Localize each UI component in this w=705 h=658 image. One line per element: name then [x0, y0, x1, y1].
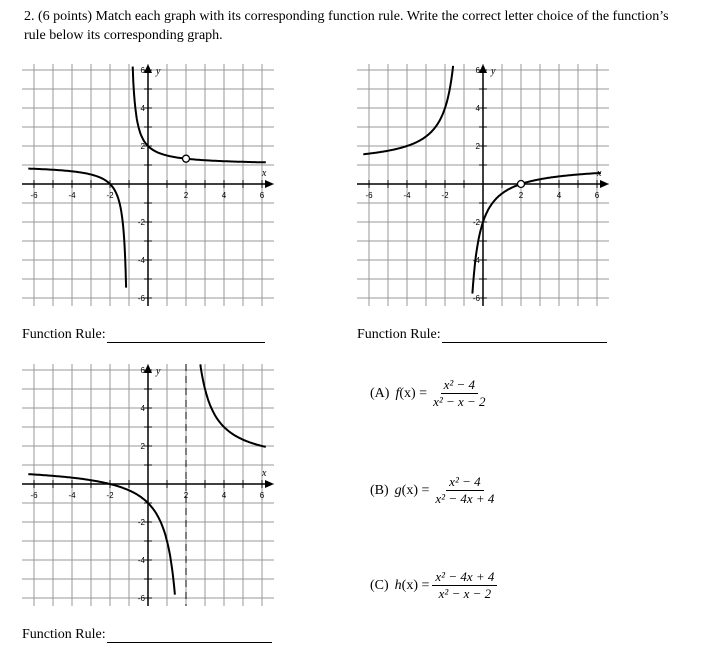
function-rule-3 [22, 627, 272, 643]
question-prompt [24, 7, 684, 45]
y-tick-label: 4 [140, 404, 145, 413]
function-arg: (x) = [401, 482, 430, 498]
x-tick-label: 4 [556, 191, 562, 200]
y-axis-label: y [156, 66, 161, 77]
function-rule-2 [357, 327, 607, 343]
open-circle-icon [183, 155, 190, 162]
curve-right-branch [133, 67, 266, 163]
x-tick-label: 4 [221, 191, 227, 200]
denominator: x² − x − 2 [438, 586, 492, 601]
x-axis-label: x [262, 468, 267, 479]
graph-3-plot [22, 364, 274, 606]
numerator: x² − 4x + 4 [432, 569, 497, 586]
choice-letter: (A) [370, 385, 390, 401]
y-tick-label: 2 [140, 442, 145, 451]
x-tick-label: 2 [518, 191, 524, 200]
x-tick-label: 6 [259, 191, 265, 200]
x-axis-arrow-icon [265, 180, 274, 188]
fraction [430, 377, 488, 410]
x-tick-label: -4 [68, 191, 76, 200]
y-tick-label: 2 [140, 142, 145, 151]
function-rule-label: Function Rule: [22, 627, 106, 642]
y-axis-label: y [491, 66, 496, 77]
graph-1 [22, 64, 274, 306]
y-tick-label: 6 [475, 66, 480, 75]
function-arg: (x) = [399, 385, 428, 401]
open-circle-icon [518, 181, 525, 188]
x-tick-label: 4 [221, 491, 227, 500]
graph-1-plot [22, 64, 274, 306]
y-tick-label: -2 [137, 518, 145, 527]
x-tick-label: -2 [106, 191, 114, 200]
answer-blank-3[interactable] [107, 628, 272, 643]
x-axis-arrow-icon [600, 180, 609, 188]
choice-a [370, 377, 489, 410]
numerator: x² − 4 [446, 474, 483, 491]
x-tick-label: 2 [183, 191, 189, 200]
y-tick-label: -4 [137, 256, 145, 265]
x-axis-arrow-icon [265, 480, 274, 488]
y-axis-arrow-icon [144, 364, 152, 373]
x-tick-label: 6 [259, 491, 265, 500]
y-tick-label: -2 [137, 218, 145, 227]
y-tick-label: -6 [137, 594, 145, 603]
function-arg: (x) = [401, 577, 430, 593]
y-tick-label: -2 [472, 218, 480, 227]
x-axis-label: x [262, 168, 267, 179]
y-tick-label: 2 [475, 142, 480, 151]
function-name: f [395, 385, 400, 401]
fraction [432, 474, 497, 507]
curve-right-branch [200, 364, 265, 447]
x-tick-label: -6 [365, 191, 373, 200]
function-rule-1 [22, 327, 265, 343]
y-axis-arrow-icon [479, 64, 487, 73]
y-tick-label: -4 [472, 256, 480, 265]
choice-letter: (C) [370, 577, 389, 593]
y-tick-label: 4 [475, 104, 480, 113]
y-tick-label: 4 [140, 104, 145, 113]
function-rule-label: Function Rule: [22, 327, 106, 342]
fraction [432, 569, 497, 602]
x-tick-label: -4 [403, 191, 411, 200]
choice-c [370, 569, 497, 602]
x-tick-label: 2 [183, 491, 189, 500]
x-tick-label: -4 [68, 491, 76, 500]
curve-left-branch [28, 169, 126, 288]
graph-2 [357, 64, 609, 306]
y-tick-label: -6 [137, 294, 145, 303]
x-tick-label: -6 [30, 191, 38, 200]
question-number: 2. [24, 9, 35, 24]
y-tick-label: -4 [137, 556, 145, 565]
function-rule-label: Function Rule: [357, 327, 441, 342]
answer-blank-2[interactable] [442, 328, 607, 343]
x-tick-label: -2 [106, 491, 114, 500]
answer-blank-1[interactable] [107, 328, 265, 343]
function-name: g [394, 482, 402, 498]
choice-b [370, 474, 497, 507]
y-tick-label: -6 [472, 294, 480, 303]
y-tick-label: 6 [140, 66, 145, 75]
y-axis-label: y [156, 366, 161, 377]
curve-right-branch [472, 173, 600, 294]
graph-2-plot [357, 64, 609, 306]
denominator: x² − 4x + 4 [435, 491, 495, 506]
question-text: (6 points) Match each graph with its corresponding function rule. Write the correct letter choice of the function’s rule below its corresponding graph. [24, 9, 669, 43]
y-axis-arrow-icon [144, 64, 152, 73]
denominator: x² − x − 2 [433, 394, 486, 409]
x-axis-label: x [597, 168, 602, 179]
x-tick-label: 6 [594, 191, 600, 200]
numerator: x² − 4 [441, 377, 478, 394]
y-tick-label: 6 [140, 366, 145, 375]
curve-left-branch [28, 474, 175, 594]
x-tick-label: -2 [441, 191, 449, 200]
choice-letter: (B) [370, 482, 389, 498]
x-tick-label: -6 [30, 491, 38, 500]
graph-3 [22, 364, 274, 606]
curve-left-branch [363, 66, 453, 154]
function-name: h [394, 577, 402, 593]
